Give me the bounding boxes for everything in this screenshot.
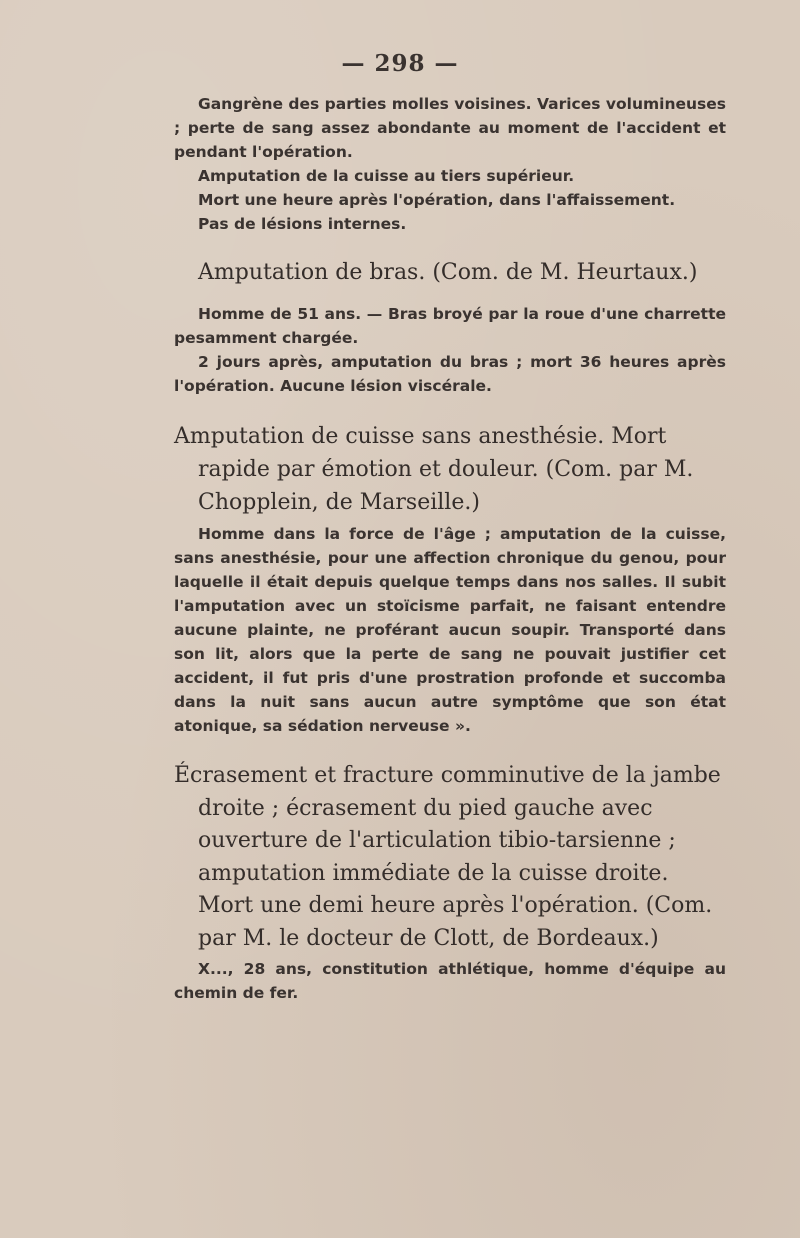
section-ecrasement [174, 760, 726, 956]
paragraph-homme-force-age: Homme dans la force de l'âge ; amputation de la cuisse, sans anesthésie, pour une affection chronique du genou, pour laquelle il était depuis quelque temps dans nos salles. Il subit l'amputation avec un stoïcisme parfait, ne faisant entendre aucune plainte, ne proférant aucun soupir. Transporté dans son lit, alors que la perte de sang ne pouvait justifier cet accident, il fut pris d'une prostration profonde et succomba dans la nuit sans aucun autre symptôme que son état atonique, sa sédation nerveuse ». [174, 525, 726, 735]
page-number: — 298 — [341, 50, 459, 77]
heading-sans-anesthesie: Amputation de cuisse sans anesthésie. Mort rapide par émotion et douleur. (Com. par M. Chopplein, de Marseille.) [174, 424, 694, 515]
item-mort-affaissement: Mort une heure après l'opération, dans l'affaissement. [198, 191, 676, 209]
paragraph-deux-jours: 2 jours après, amputation du bras ; mort 36 heures après l'opération. Aucune lésion viscérale. [174, 353, 726, 395]
paragraph-homme-51: Homme de 51 ans. — Bras broyé par la roue d'une charrette pesamment chargée. [174, 305, 726, 347]
section-amputation-bras-body [174, 302, 726, 398]
paragraph-x-28-ans: X..., 28 ans, constitution athlétique, homme d'équipe au chemin de fer. [174, 960, 726, 1002]
section-amputation-sans-anesthesie [174, 420, 726, 519]
item-amputation-cuisse: Amputation de la cuisse au tiers supérieur. [198, 167, 575, 185]
heading-ecrasement: Écrasement et fracture comminutive de la jambe droite ; écrasement du pied gauche avec ouverture de l'articulation tibio-tarsienne ; amputation immédiate de la cuisse droite. Mort une demi heure après l'opération. (Com. par M. le docteur de Clott, de Bordeaux.) [174, 763, 721, 951]
section-amputation-bras [174, 256, 726, 289]
paragraph-gangrene: Gangrène des parties molles voisines. Varices volumineuses ; perte de sang assez abondante au moment de l'accident et pendant l'opération. [174, 95, 726, 161]
item-lesions-internes: Pas de lésions internes. [198, 215, 407, 233]
section-gangrene [174, 92, 726, 236]
section-sans-anesthesie-body [174, 522, 726, 738]
section-ecrasement-body [174, 957, 726, 1005]
heading-amputation-bras: Amputation de bras. (Com. de M. Heurtaux.) [198, 260, 698, 285]
